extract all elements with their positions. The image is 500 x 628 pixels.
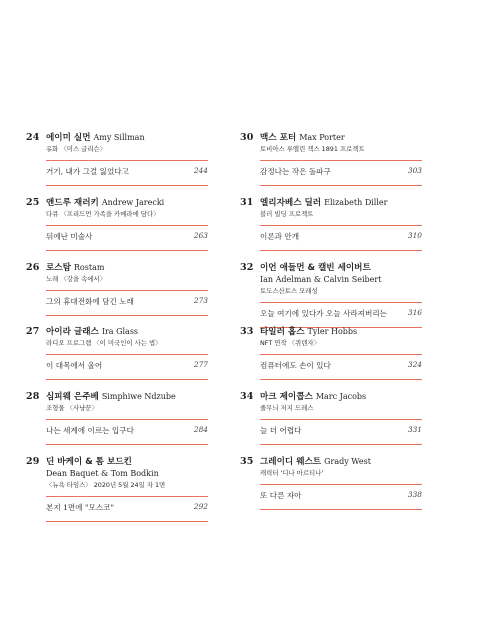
page-number: 338 xyxy=(407,489,422,499)
artist-name-korean: 에이미 실먼 xyxy=(46,133,91,143)
chapter-row xyxy=(260,490,422,504)
divider xyxy=(260,509,422,510)
toc-entry[interactable] xyxy=(240,456,422,521)
artist-name-korean: 딘 바케이 & 톰 보드킨 xyxy=(46,456,132,467)
artist-name-english: Amy Sillman xyxy=(93,133,145,142)
artist-name-english: Marc Jacobs xyxy=(315,392,367,402)
artist-name xyxy=(260,391,422,403)
page-number: 277 xyxy=(193,360,208,370)
entry-number: 29 xyxy=(26,455,40,467)
chapter-title: 본지 1면에 "모스코" xyxy=(46,502,114,512)
toc-entry[interactable] xyxy=(240,197,422,262)
entry-number: 26 xyxy=(26,261,40,273)
divider xyxy=(46,290,208,291)
divider xyxy=(260,419,422,420)
divider xyxy=(260,225,422,226)
work-description: 캐릭터 '디나 마르티나' xyxy=(260,468,324,477)
work-description: 블러 빌딩 프로젝트 xyxy=(260,209,314,218)
chapter-row xyxy=(260,308,422,322)
chapter-title: 나는 세계에 이르는 입구다 xyxy=(46,426,134,436)
chapter-row xyxy=(46,231,208,245)
work-description: 〈뉴욕 타임스〉 2020년 5월 24일 자 1면 xyxy=(46,480,166,489)
chapter-title: 또 다른 자아 xyxy=(260,490,302,500)
entry-body xyxy=(46,391,208,445)
work-description: 노래 〈강을 속에서〉 xyxy=(46,274,107,283)
chapter-title: 뒤에난 미술사 xyxy=(46,231,93,241)
entry-number: 24 xyxy=(26,132,40,143)
artist-name xyxy=(46,391,208,403)
artist-name xyxy=(260,326,422,338)
artist-name-korean: 맥스 포터 xyxy=(260,133,297,143)
divider xyxy=(46,496,208,497)
artist-name xyxy=(46,132,208,144)
artist-name-korean: 앤드루 재러키 xyxy=(46,197,99,208)
toc-entry[interactable] xyxy=(26,197,208,262)
entry-number: 28 xyxy=(26,391,40,403)
page-number: 303 xyxy=(407,166,422,175)
chapter-title: 컴퓨터에도 손이 있다 xyxy=(260,361,331,371)
artist-name-english: Ian Adelman & Calvin Seibert xyxy=(260,274,382,284)
divider xyxy=(260,185,422,186)
artist-name-korean: 로스탐 xyxy=(46,262,71,273)
entry-number: 30 xyxy=(240,132,254,143)
entry-body xyxy=(46,197,208,251)
entry-body xyxy=(260,391,422,445)
artist-name-korean: 심피웨 은주베 xyxy=(46,392,99,403)
work-description: 토도스산토스 모래성 xyxy=(260,286,318,295)
toc-entry[interactable] xyxy=(240,132,422,197)
divider xyxy=(260,160,422,161)
toc-column-left xyxy=(26,132,208,521)
divider xyxy=(260,302,422,303)
chapter-row xyxy=(46,296,208,310)
divider xyxy=(260,484,422,485)
entry-body xyxy=(46,326,208,380)
toc-entry[interactable] xyxy=(240,262,422,327)
chapter-title: 늘 더 어렵다 xyxy=(260,426,302,436)
toc-entry[interactable] xyxy=(240,391,422,456)
divider xyxy=(46,379,208,380)
artist-name-english: Elizabeth Diller xyxy=(324,197,388,207)
work-description: 조형물 〈사냥꾼〉 xyxy=(46,404,98,413)
artist-name xyxy=(260,262,422,274)
divider xyxy=(46,160,208,161)
chapter-title: 이론과 안개 xyxy=(260,231,300,241)
divider xyxy=(260,379,422,380)
toc-entry[interactable] xyxy=(26,456,208,521)
divider xyxy=(46,250,208,251)
artist-name xyxy=(46,262,208,274)
chapter-title: 거기, 내가 그걸 잃었다고 xyxy=(46,167,130,176)
chapter-title: 오늘 여기에 있다가 오늘 사라져버리는 xyxy=(260,308,388,318)
entry-body xyxy=(260,326,422,380)
divider xyxy=(46,354,208,355)
chapter-row xyxy=(46,425,208,439)
artist-name xyxy=(46,456,208,468)
artist-name-korean: 아이라 글래스 xyxy=(46,327,99,338)
entry-number: 34 xyxy=(240,391,254,403)
entry-body xyxy=(46,132,208,186)
entry-body xyxy=(46,456,208,522)
work-description: 라디오 프로그램 〈이 미국인이 사는 법〉 xyxy=(46,339,162,348)
artist-name-english: Andrew Jarecki xyxy=(101,197,165,207)
work-description: 줄무늬 저지 드레스 xyxy=(260,404,314,413)
artist-name xyxy=(260,132,422,144)
page-number: 292 xyxy=(193,501,208,511)
entry-number: 31 xyxy=(240,196,254,208)
chapter-row xyxy=(260,166,422,180)
chapter-row xyxy=(260,360,422,374)
artist-name-english: Ira Glass xyxy=(101,327,139,337)
artist-name-korean: 타일러 홉스 xyxy=(260,327,305,338)
chapter-row xyxy=(46,166,208,180)
artist-name-english: Grady West xyxy=(324,456,371,466)
page-number: 331 xyxy=(407,425,422,435)
artist-name-english: Max Porter xyxy=(299,133,345,142)
page-number: 244 xyxy=(193,166,208,175)
divider xyxy=(46,185,208,186)
work-description: 유화 〈미스 글리슨〉 xyxy=(46,145,107,153)
divider xyxy=(46,444,208,445)
page-number: 316 xyxy=(407,307,422,317)
artist-name-korean: 이언 애들먼 & 캘빈 세이버트 xyxy=(260,262,371,273)
divider xyxy=(46,419,208,420)
artist-name-english: Tyler Hobbs xyxy=(307,327,358,337)
work-description: 토비아스 루엘린 잭스 1891 프로젝트 xyxy=(260,145,365,153)
entry-number: 27 xyxy=(26,326,40,338)
toc-entry[interactable] xyxy=(240,326,422,391)
page-number: 263 xyxy=(193,230,208,240)
chapter-row xyxy=(260,425,422,439)
entry-number: 33 xyxy=(240,326,254,338)
toc-entry[interactable] xyxy=(26,262,208,327)
toc-entry[interactable] xyxy=(26,391,208,456)
artist-name-english: Simphiwe Ndzube xyxy=(101,392,176,402)
artist-name-korean: 그레이디 웨스트 xyxy=(260,456,322,467)
entry-number: 25 xyxy=(26,196,40,208)
artist-name xyxy=(46,326,208,338)
toc-entry[interactable] xyxy=(26,326,208,391)
artist-name-korean: 마크 제이콥스 xyxy=(260,392,313,403)
entry-body xyxy=(260,262,422,328)
chapter-row xyxy=(46,502,208,516)
artist-name xyxy=(260,456,422,468)
divider xyxy=(46,521,208,522)
page-number: 273 xyxy=(193,295,208,305)
toc-entry[interactable] xyxy=(26,132,208,197)
divider xyxy=(46,315,208,316)
work-description: 다큐 〈프리드먼 가족을 카메라에 담다〉 xyxy=(46,209,160,218)
artist-name-english: Rostam xyxy=(73,262,105,272)
chapter-title: 이 대목에서 울어 xyxy=(46,361,103,371)
entry-body xyxy=(46,262,208,316)
artist-name xyxy=(260,197,422,209)
divider xyxy=(46,225,208,226)
page-number: 324 xyxy=(407,360,422,370)
entry-number: 32 xyxy=(240,261,254,273)
entry-body xyxy=(260,456,422,510)
entry-body xyxy=(260,197,422,251)
page-number: 310 xyxy=(407,230,422,240)
divider xyxy=(260,250,422,251)
toc-column-right xyxy=(240,132,422,521)
chapter-title: 감정나는 작은 돌파구 xyxy=(260,167,331,176)
work-description: NFT 연작 〈퀴덴자〉 xyxy=(260,339,320,348)
page-number: 284 xyxy=(193,425,208,435)
artist-name xyxy=(46,197,208,209)
chapter-title: 그의 휴대전화에 담긴 노래 xyxy=(46,296,134,306)
chapter-row xyxy=(260,231,422,245)
artist-name-english: Dean Baquet & Tom Bodkin xyxy=(46,468,159,478)
chapter-row xyxy=(46,360,208,374)
artist-name-korean: 엘리자베스 딜러 xyxy=(260,197,322,208)
entry-number: 35 xyxy=(240,455,254,467)
entry-body xyxy=(260,132,422,186)
divider xyxy=(260,444,422,445)
divider xyxy=(260,354,422,355)
